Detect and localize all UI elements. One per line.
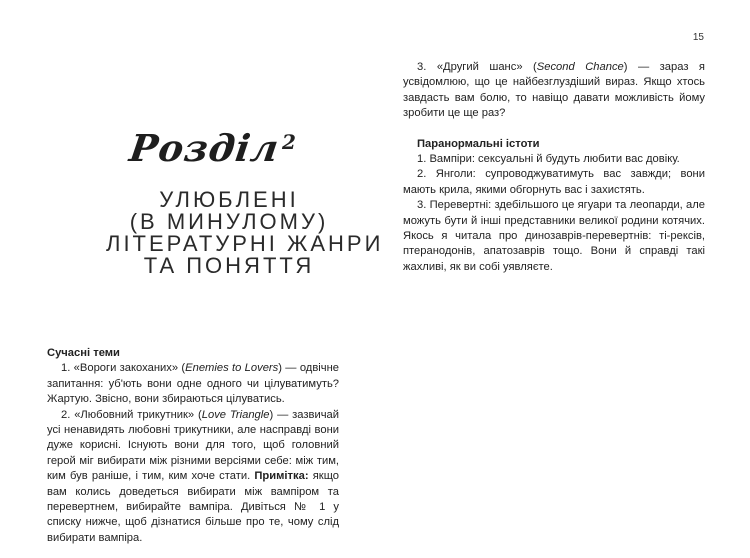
right-page xyxy=(375,0,750,558)
item-english-term: Second Chance xyxy=(536,61,624,73)
title-line-1: УЛЮБЛЕНІ xyxy=(159,187,299,212)
item-text: 2. «Любовний трикутник» ( xyxy=(61,408,202,421)
modern-themes-section xyxy=(47,346,339,546)
modern-item-2 xyxy=(47,408,339,547)
modern-item-1 xyxy=(47,361,339,407)
paranormal-item-3: 3. Перевертні: здебільшого це ягуари та леопарди, але можуть бути й інші представники великої родини котячих. Якось я читала про динозаврів-перевертнів: ті-рексів, птеранодонів, апатозаврів тощо. Вони й справді такі жахливі, як ви собі уявляєте. xyxy=(403,199,705,273)
paranormal-item-1: 1. Вампіри: сексуальні й будуть любити вас довіку. xyxy=(417,153,680,166)
item-text: 1. «Вороги закоханих» ( xyxy=(61,362,186,375)
chapter-word: Розділ xyxy=(126,126,283,170)
page-number: 15 xyxy=(692,32,704,43)
item-text: ) — зараз я усвідомлюю, що це найбезглуздіший вираз. Якщо хтось завдасть вам болю, то навіщо давати можливість йому зробити це ще раз? xyxy=(403,61,705,120)
item-text: ) — зазвичай усі ненавидять любовні трикутники, але насправді вони дуже корисні. Існують вони для того, щоб головний герой міг вибирати між різними версіями себе: між тим, ким був раніше, і тим, ким хоче стати. xyxy=(47,408,339,483)
modern-item-3 xyxy=(403,60,705,122)
paranormal-heading: Паранормальні істоти xyxy=(417,137,540,150)
modern-themes-heading: Сучасні теми xyxy=(47,347,120,359)
note-label: Примітка: xyxy=(254,470,309,483)
paranormal-item-2: 2. Янголи: супроводжуватимуть вас завжди; вони мають крила, якими обгорнуть вас і захистять. xyxy=(403,168,705,196)
item-text: якщо вам колись доведеться вибирати між вампіром та перевертнем, вибирайте вампіра. Дивіться № 1 у списку нижче, щоб дізнатися більше про те, чому слід вибирати вампіра. xyxy=(47,470,339,544)
chapter-number: 2 xyxy=(282,130,296,154)
chapter-title xyxy=(106,187,384,278)
right-text-column xyxy=(403,60,705,275)
title-line-2: (В МИНУЛОМУ) xyxy=(129,209,329,234)
item-english-term: Enemies to Lovers xyxy=(185,362,279,375)
chapter-heading xyxy=(108,126,318,170)
title-line-4: ТА ПОНЯТТЯ xyxy=(143,253,315,278)
item-text: ) — одвічне запитання: уб'ють вони одне одного чи цілуватимуть? Жартую. Звісно, вони збираються цілуватись. xyxy=(47,362,339,406)
item-english-term: Love Triangle xyxy=(201,408,270,421)
title-line-3: ЛІТЕРАТУРНІ ЖАНРИ xyxy=(106,231,384,256)
item-text: 3. «Другий шанс» ( xyxy=(417,61,537,73)
spacer xyxy=(403,122,705,137)
